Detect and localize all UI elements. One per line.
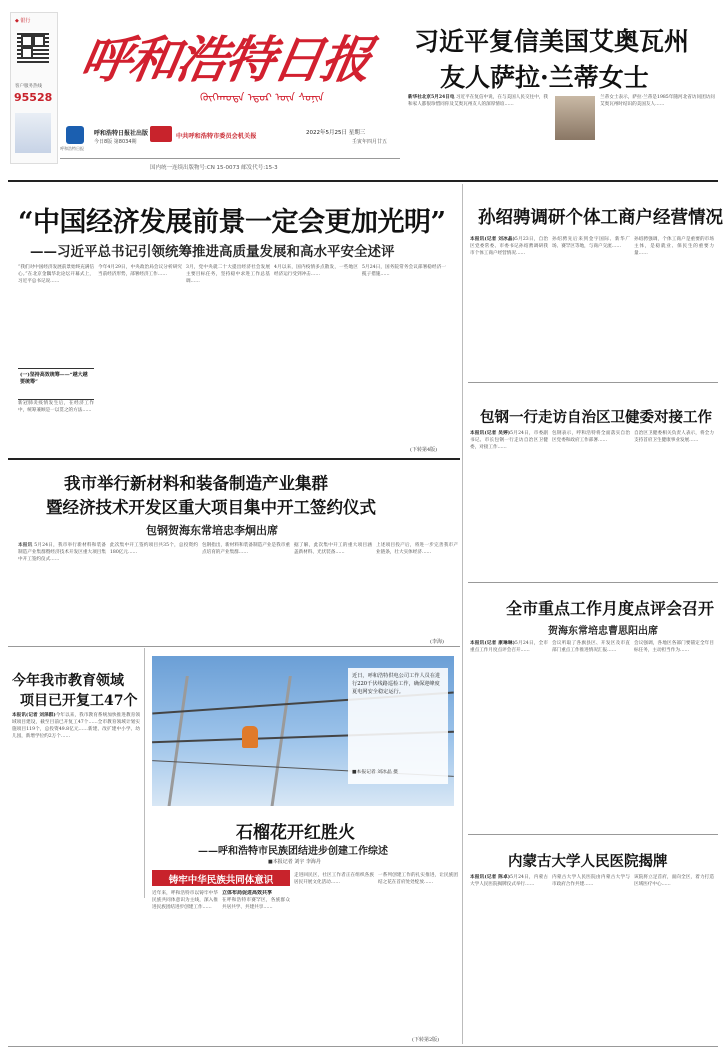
- pomegranate-subhead: ——呼和浩特市民族团结进步创建工作综述: [198, 846, 388, 857]
- industry-subhead: 包钢贺海东常培忠李炯出席: [146, 524, 278, 537]
- lead-headline-line1: 习近平复信美国艾奥瓦州: [414, 27, 690, 56]
- col-divider-right: [462, 184, 463, 1044]
- pomegranate-col-1: 近年来，呼和浩特市以铸牢中华民族共同体意识为主线，深入推进民族团结进步创建工作……: [152, 891, 218, 910]
- bank-logo: ◆ 银行: [15, 18, 31, 24]
- lunar-date: 壬寅年四月廿五: [352, 139, 388, 145]
- pomegranate-banner-text: 铸牢中华民族共同体意识: [168, 875, 274, 886]
- lead-story-text-2: 兰蒂女士表示，萨拉·兰蒂是1985年随河北省访问团访问艾奥瓦州时结识的美国友人……: [600, 95, 715, 107]
- feature-box: [18, 368, 94, 400]
- industry-col-1: 本报讯 5月24日，我市举行新材料和装备制造产业集群暨经济技术开发区重大项目集中开工签约仪式……: [18, 543, 106, 562]
- news-photo: [152, 656, 454, 806]
- right-rule-2: [468, 582, 718, 583]
- hotline-number: 95528: [14, 91, 53, 104]
- photo-credit: ■本报记者 刘冰晶 摄: [352, 770, 398, 775]
- right-top-col-1: 本报讯(记者 刘冰晶)5月23日，自治区党委常委、市委书记孙绍骋调研我市个体工商户经营情况……: [470, 237, 548, 256]
- education-col: 本报讯(记者 刘泽群)今年以来，我市教育系统加快推进教育领域项目建设，截至目前已开复工47个……全市教育领域计划实施项目119个，总投资49.8亿元……新建、改扩建中小学、幼儿园，新增学位约2万个……: [12, 713, 140, 739]
- industry-col-4: 据了解，此次集中开工的重大项目涵盖新材料、光伏装备……: [294, 543, 372, 555]
- photo-caption-box: [348, 668, 448, 784]
- pomegranate-col-4: 一系列创建工作的扎实推进，让民族团结之花在首府处处绽放……: [378, 873, 458, 885]
- right-mid-col-3: 自治区卫健委相关负责人表示，将全力支持首府卫生健康事业发展……: [634, 431, 714, 443]
- qr-code: [17, 31, 49, 63]
- party-label: 中共呼和浩特市委员会机关报: [176, 133, 257, 140]
- pomegranate-byline: ■本报记者 刘宇 李海丹: [268, 859, 321, 865]
- bank-ad: [10, 12, 58, 164]
- education-headline-1: 今年我市教育领域: [12, 673, 124, 689]
- feature-continued: (下转第4版): [410, 447, 438, 453]
- masthead: [0, 0, 725, 178]
- education-rule: [8, 646, 460, 647]
- pomegranate-col-2: 立体布局促进高效共享 在呼和浩特市赛罕区，各族群众共居共学、共建共享……: [222, 890, 290, 910]
- evaluation-col-3: 会议强调，各地区各部门要锚定全年目标任务，主动担当作为……: [634, 641, 714, 653]
- right-rule-1: [468, 382, 718, 383]
- lead-headline-line2: 友人萨拉·兰蒂女士: [440, 63, 649, 92]
- pomegranate-banner: [152, 870, 290, 886]
- evaluation-subhead: 贺海东常培忠曹思阳出席: [548, 626, 658, 637]
- industry-headline-1: 我市举行新材料和装备制造产业集群: [64, 474, 328, 493]
- mongolian-title: ᠬᠥᠬᠡᠬᠣᠲᠠ ᠡᠳᠦᠷ ᠦᠨ ᠰᠣᠨᠢᠨ: [200, 91, 324, 104]
- right-mid-col-1: 本报讯(记者 吴婷)5月24日，市委副书记、市长包钢一行走访自治区卫健委，对接工作……: [470, 431, 548, 450]
- hospital-col-2: 内蒙古大学人民医院由内蒙古大学与市政府合作共建……: [552, 875, 630, 887]
- party-logo: [150, 126, 172, 142]
- lead-portrait: [555, 96, 595, 140]
- pomegranate-continued: (下转第2版): [412, 1037, 440, 1043]
- industry-col-2: 此次集中开工签约项目共35个，总投资约180亿元……: [110, 543, 198, 555]
- worker-figure: [242, 726, 258, 748]
- lead-body-1: 习近平在复信中说，在与美国人民交往中，我和家人都很珍惜同你及艾奥瓦州友人的深厚情谊……: [408, 95, 548, 107]
- feature-col-3: 3月，党中央就二十大提出经济社会发展主要目标任务，坚持稳中求进工作总基调……: [186, 265, 270, 284]
- industry-col-5: 上述项目投产后，将进一步完善我市产业链条，壮大实体经济……: [376, 543, 458, 555]
- publisher: 呼和浩特日报社出版: [94, 130, 149, 137]
- bank-graphic: [15, 113, 51, 153]
- feature-box-title: (一)坚持高效统筹——“越大越要统筹”: [20, 372, 88, 385]
- pomegranate-headline: 石榴花开红胜火: [236, 823, 355, 843]
- feature-headline: “中国经济发展前景一定会更加光明”: [18, 207, 446, 238]
- feature-col-2: 今年4月29日，中央政治局会议分析研究当前经济形势，部署经济工作……: [98, 265, 182, 277]
- feature-col-4: 4月以来，国内疫情多点散发，一些地区经济运行受到冲击……: [274, 265, 358, 277]
- evaluation-headline: 全市重点工作月度点评会召开: [506, 599, 715, 618]
- right-top-col-3: 孙绍骋强调，个体工商户是重要的市场主体，是稳就业、保民生的重要力量……: [634, 237, 714, 256]
- hotline-label: 客户服务热线: [15, 84, 42, 89]
- issn: 国内统一连续出版物号:CN 15-0073 邮发代号:15-3: [150, 165, 278, 171]
- evaluation-col-1: 本报讯(记者 康琳琳)5月24日，全市重点工作月度点评会召开……: [470, 641, 548, 653]
- right-mid-headline: 包钢一行走访自治区卫健委对接工作: [480, 409, 712, 426]
- education-divider: [144, 648, 145, 898]
- feature-col-1: “我们对中国经济发展前景始终充满信心。”在北京金隅华北论坛开幕式上，习近平总书记说……: [18, 265, 94, 284]
- issue-info: 今日8版 第8034期: [94, 139, 137, 145]
- education-headline-2: 项目已开复工47个: [20, 693, 138, 709]
- industry-headline-2: 暨经济技术开发区重大项目集中开工签约仪式: [46, 498, 376, 517]
- right-top-byline: 本报讯(记者 刘冰晶): [470, 237, 515, 242]
- education-byline: 本报讯(记者 刘泽群): [12, 713, 56, 718]
- industry-credit: (李海): [430, 639, 444, 645]
- lead-dateline: 新华社北京5月24日电: [408, 95, 455, 100]
- right-mid-col-2: 包钢表示，呼和浩特将全面落实自治区党委和政府工作部署……: [552, 431, 630, 443]
- right-top-col-2: 孙绍骋先后来到金宇国际、新华广场、赛罕区等地，与商户交流……: [552, 237, 630, 249]
- hospital-headline: 内蒙古大学人民医院揭牌: [508, 853, 668, 870]
- newspaper-title: 呼和浩特日报: [76, 30, 375, 89]
- right-rule-3: [468, 834, 718, 835]
- feature-subhead: ——习近平总书记引领统筹推进高质量发展和高水平安全述评: [30, 244, 395, 260]
- feature-col-1b: 新冠肺炎疫情发生后，在经济工作中，统筹兼顾是一以贯之的方法……: [18, 401, 94, 413]
- masthead-rule: [60, 158, 400, 159]
- industry-rule-top: [8, 458, 460, 460]
- bottom-rule: [8, 1046, 718, 1047]
- photo-caption: 近日，呼和浩特供电公司工作人员在进行220千伏线路巡检工作，确保迎峰度夏电网安全稳定运行。: [352, 673, 441, 695]
- evaluation-col-2: 会议听取了各旗县区、开发区及市直部门重点工作推进情况汇报……: [552, 641, 630, 653]
- pomegranate-col-3: 走进回民区，社区工作者正在组织各族居民开展文化活动……: [294, 873, 374, 885]
- lead-story-text-1: [408, 94, 548, 172]
- top-divider: [8, 180, 718, 182]
- issue-date: 2022年5月25日 星期三: [306, 130, 366, 136]
- evaluation-byline: 本报讯(记者 康琳琳): [470, 641, 515, 646]
- pomegranate-subsection: 立体布局促进高效共享: [222, 890, 273, 896]
- industry-col-3: 包钢指出，新材料和装备制造产业是我市重点培育的产业集群……: [202, 543, 290, 555]
- app-name: 呼和浩特日报: [60, 146, 84, 151]
- app-icon: [66, 126, 84, 144]
- right-mid-byline: 本报讯(记者 吴婷): [470, 431, 511, 436]
- hospital-col-3: 该院将立足首府，面向全区，着力打造区域医疗中心……: [634, 875, 714, 887]
- right-top-headline: 孙绍骋调研个体工商户经营情况: [478, 208, 723, 228]
- hospital-byline: 本报讯(记者 陈卓): [470, 875, 511, 880]
- hospital-col-1: 本报讯(记者 陈卓)5月24日，内蒙古大学人民医院揭牌仪式举行……: [470, 875, 548, 887]
- feature-col-5: 5月24日，国务院常务会议部署稳经济一揽子措施……: [362, 265, 446, 277]
